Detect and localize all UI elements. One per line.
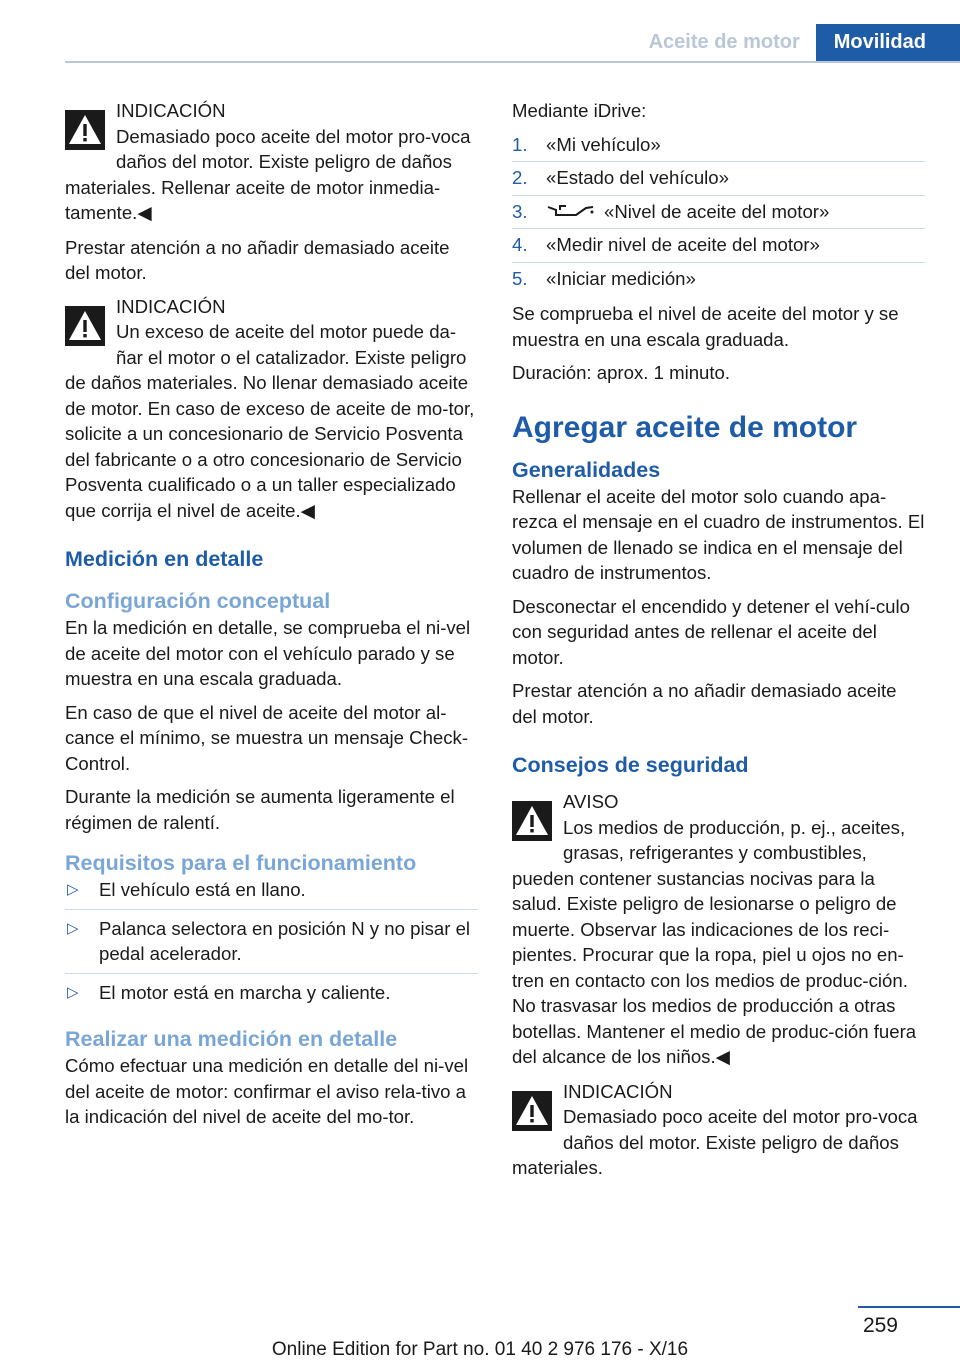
warning-title: INDICACIÓN — [116, 295, 226, 317]
warning-box — [65, 98, 478, 226]
warning-box — [512, 789, 925, 1070]
section-heading: Medición en detalle — [65, 547, 264, 571]
paragraph: Se comprueba el nivel de aceite del motor y se muestra en una escala graduada. — [512, 303, 899, 350]
warning-text: Demasiado poco aceite del motor pro‐voca daños del motor. Existe peligro de daños materiales. Rellenar aceite de motor inmedia‐tamente.◀ — [65, 125, 471, 223]
warning-triangle-icon — [512, 801, 552, 841]
list-item — [65, 980, 478, 1012]
list-item — [512, 232, 925, 263]
list-item-text: Palanca selectora en posición N y no pisar el pedal acelerador. — [99, 917, 471, 964]
paragraph: Prestar atención a no añadir demasiado aceite del motor. — [512, 680, 897, 727]
list-item — [512, 132, 925, 163]
step-number: 1. — [512, 133, 528, 155]
footer-edition: Online Edition for Part no. 01 40 2 976 176 - X/16 — [271, 1339, 689, 1360]
footer-rule — [858, 1306, 960, 1308]
paragraph: En caso de que el nivel de aceite del motor al‐cance el mínimo, se muestra un mensaje Check-Control. — [65, 701, 469, 774]
requirements-list — [65, 877, 478, 1011]
header-tabs — [633, 24, 960, 62]
page-number: 259 — [862, 1314, 898, 1337]
list-item-text: El motor está en marcha y caliente. — [99, 981, 391, 1003]
list-item — [512, 199, 925, 230]
step-number: 3. — [512, 200, 528, 222]
subsection-heading: Requisitos para el funcionamiento — [65, 851, 417, 875]
left-column — [65, 98, 478, 1138]
warning-title: INDICACIÓN — [563, 1080, 673, 1102]
step-number: 5. — [512, 267, 528, 289]
paragraph: Prestar atención a no añadir demasiado aceite del motor. — [65, 236, 450, 283]
paragraph: Duración: aprox. 1 minuto. — [512, 362, 731, 383]
section-heading: Consejos de seguridad — [512, 753, 749, 777]
warning-text: Los medios de producción, p. ej., aceites, grasas, refrigerantes y combustibles, pueden contener sustancias nocivas para la salud. Existe peligro de lesionarse o peligro de muerte. Observar las indicaciones de los reci‐pientes. Procurar que la ropa, piel u ojos no en‐tren en contacto con los medios de produc‐ción. No trasvasar los medios de producción a otras botellas. Mantener el medio de produc‐ción fuera del alcance de los niños.◀ — [512, 816, 917, 1067]
warning-title: AVISO — [563, 791, 619, 812]
triangle-bullet-icon: ▷ — [67, 983, 79, 1001]
step-number: 4. — [512, 234, 528, 255]
paragraph: En la medición en detalle, se comprueba el ni‐vel de aceite del motor con el vehículo parado y se muestra en una escala graduada. — [65, 617, 471, 689]
step-text: «Medir nivel de aceite del motor» — [546, 234, 820, 255]
list-item — [65, 916, 478, 974]
oil-can-icon — [546, 202, 596, 220]
paragraph: Cómo efectuar una medición en detalle del ni‐vel del aceite de motor: confirmar el aviso rela‐tivo a la indicación del nivel de aceite del mo‐tor. — [65, 1055, 469, 1127]
warning-box — [65, 294, 478, 524]
list-item-text: El vehículo está en llano. — [99, 879, 306, 900]
paragraph: Desconectar el encendido y detener el vehí‐culo con seguridad antes de rellenar el aceite del motor. — [512, 595, 910, 668]
warning-triangle-icon — [512, 1091, 552, 1131]
subsection-heading: Realizar una medición en detalle — [65, 1027, 398, 1051]
chapter-heading: Agregar aceite de motor — [512, 410, 858, 444]
header-section-title: Aceite de motor — [648, 31, 800, 53]
header-chapter-tab: Movilidad — [816, 24, 960, 62]
warning-triangle-icon — [65, 306, 105, 346]
step-text: «Estado del vehículo» — [546, 167, 729, 188]
paragraph: Durante la medición se aumenta ligeramente el régimen de ralentí. — [65, 786, 455, 833]
triangle-bullet-icon: ▷ — [67, 881, 79, 898]
warning-text: Un exceso de aceite del motor puede da‐ñar el motor o el catalizador. Existe peligro de daños materiales. No llenar demasiado aceite de motor. En caso de exceso de aceite de mo‐tor, solicite a un concesionario de Servicio Posventa del fabricante o a otro concesionario de Servicio Posventa cualificado o a un taller especializado que corrija el nivel de aceite.◀ — [65, 321, 475, 521]
list-item — [512, 165, 925, 196]
header-rule — [65, 61, 960, 63]
triangle-bullet-icon: ▷ — [67, 919, 79, 937]
paragraph: Mediante iDrive: — [512, 100, 647, 121]
step-number: 2. — [512, 167, 528, 188]
step-text: «Mi vehículo» — [546, 133, 661, 155]
idrive-steps-list — [512, 132, 925, 296]
subsection-heading: Configuración conceptual — [65, 589, 331, 613]
paragraph: Rellenar el aceite del motor solo cuando apa‐rezca el mensaje en el cuadro de instrumentos. El volumen de llenado se indica en el mensaje del cuadro de instrumentos. — [512, 485, 925, 583]
warning-triangle-icon — [65, 110, 105, 150]
step-text: «Iniciar medición» — [546, 267, 696, 289]
warning-text: Demasiado poco aceite del motor pro‐voca daños del motor. Existe peligro de daños materiales. — [512, 1106, 918, 1178]
step-text: «Nivel de aceite del motor» — [604, 200, 830, 222]
section-heading: Generalidades — [512, 457, 661, 482]
warning-title: INDICACIÓN — [116, 100, 226, 121]
list-item — [65, 877, 478, 910]
list-item — [512, 266, 925, 296]
warning-box — [512, 1079, 925, 1181]
right-column — [512, 98, 925, 1190]
